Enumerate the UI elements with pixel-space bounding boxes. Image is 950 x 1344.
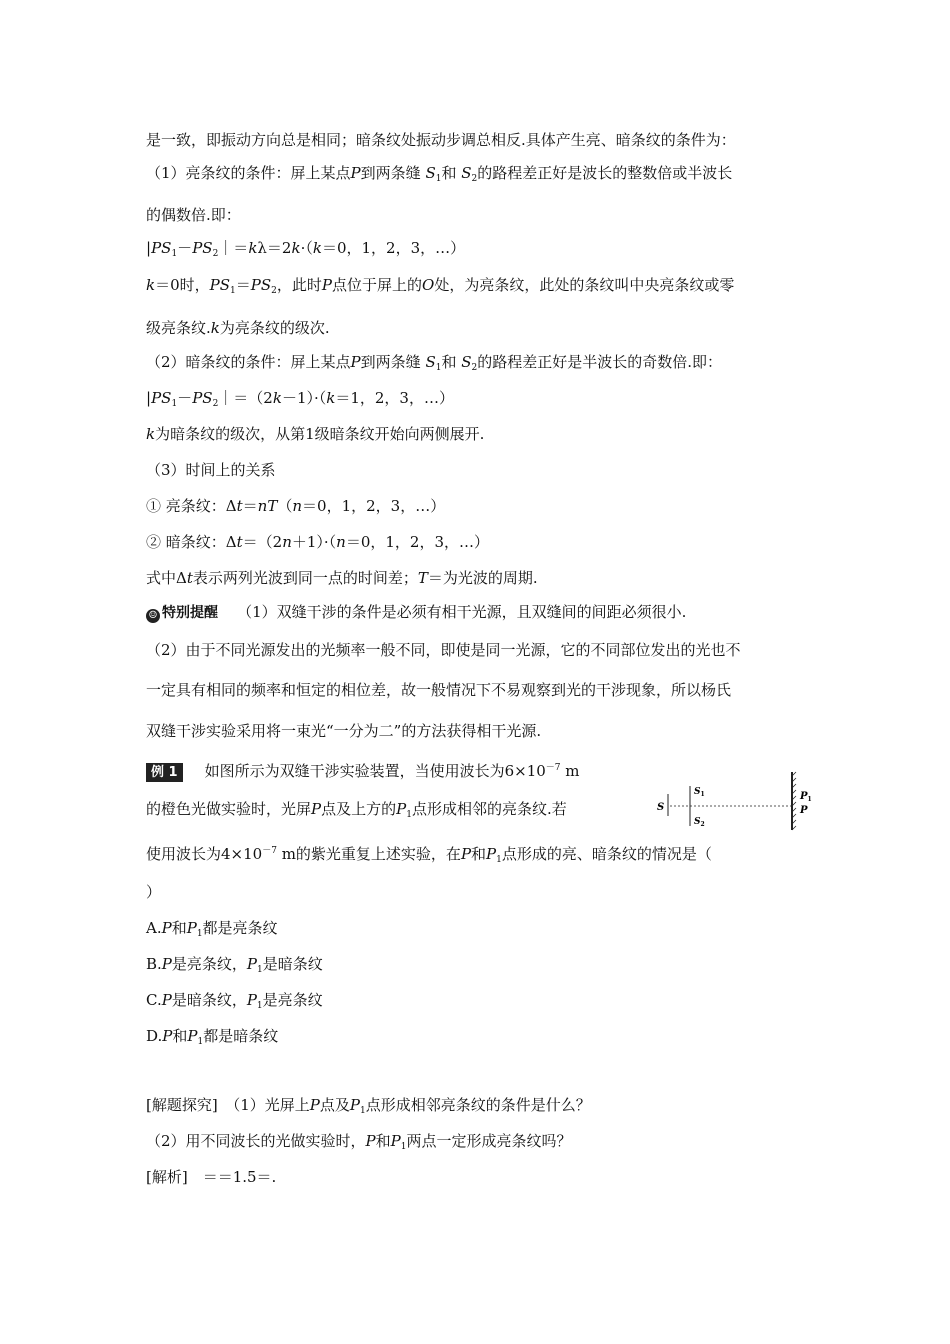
text-line: [解题探究] （1）光屏上P点及$P_1$点形成相邻亮条纹的条件是什么？	[146, 1096, 591, 1116]
text-line: （2）用不同波长的光做实验时，P和$P_1$两点一定形成亮条纹吗？	[146, 1132, 572, 1152]
text-line: k＝0时，$PS_1=PS_2$，此时P点位于屏上的O处，为亮条纹，此处的条纹叫中央亮条纹或零	[146, 276, 735, 296]
example-label: 例 1	[146, 763, 183, 782]
tip-line: ☺ 特别提醒 （1）双缝干涉的条件是必须有相干光源，且双缝间的间距必须很小.	[146, 602, 686, 623]
answer-line: [解析] ＝＝1.5＝.	[146, 1168, 277, 1186]
text-line: （2）由于不同光源发出的光频率一般不同，即使是同一光源，它的不同部位发出的光也不	[146, 641, 741, 659]
text-line: 一定具有相同的频率和恒定的相位差，故一般情况下不易观察到光的干涉现象，所以杨氏	[146, 681, 732, 699]
text-line: ② 暗条纹：Δt＝（2n＋1）·（n＝0，1，2，3，…）	[146, 533, 490, 551]
text-line: 的偶数倍.即：	[146, 206, 241, 224]
option-d: D.P和$P_1$都是暗条纹	[146, 1027, 279, 1047]
example-line: 例 1 如图所示为双缝干涉实验装置，当使用波长为$6\times 10^{-7}$ m	[146, 758, 580, 782]
text-line: （1）亮条纹的条件：屏上某点P到两条缝 $S_1$和 $S_2$的路程差正好是波长的整数倍或半波长	[146, 164, 733, 184]
option-c: C.P是暗条纹，$P_1$是亮条纹	[146, 991, 323, 1011]
text-line: ）	[146, 883, 162, 901]
text-line: 式中Δt表示两列光波到同一点的时间差；T＝为光波的周期.	[146, 569, 538, 587]
smiley-icon: ☺	[146, 609, 160, 623]
slit-s2-label: $S_2$	[694, 817, 705, 828]
formula-line: $|PS_1-PS_2|=k\lambda=2k\cdot(k=0$，1，2，3，…）	[146, 239, 466, 259]
text-line: 级亮条纹.k为亮条纹的级次.	[146, 319, 330, 337]
source-label: S	[657, 802, 665, 813]
option-a: A.P和$P_1$都是亮条纹	[146, 919, 278, 939]
text-line: ① 亮条纹：Δt＝nT（n＝0，1，2，3，…）	[146, 497, 446, 515]
text-line: （3）时间上的关系	[146, 461, 276, 479]
text-line: 双缝干涉实验采用将一束光“一分为二”的方法获得相干光源.	[146, 722, 542, 740]
text-line: （2）暗条纹的条件：屏上某点P到两条缝 $S_1$和 $S_2$的路程差正好是半波长的奇数倍.即：	[146, 353, 723, 373]
text-line: k为暗条纹的级次，从第1级暗条纹开始向两侧展开.	[146, 425, 485, 443]
text-line: 的橙色光做实验时，光屏P点及上方的$P_1$点形成相邻的亮条纹.若	[146, 800, 567, 820]
formula-line: $|PS_1-PS_2|=(2k-1)\cdot(k=1$，2，3，…）	[146, 389, 454, 409]
slit-s1-label: $S_1$	[694, 787, 705, 798]
tip-title: 特别提醒	[162, 605, 218, 621]
p-label: P	[800, 805, 808, 816]
text-line: 使用波长为$4\times 10^{-7}$ m的紫光重复上述实验，在P和$P_1$点形成的亮、暗条纹的情况是（	[146, 845, 712, 865]
option-b: B.P是亮条纹，$P_1$是暗条纹	[146, 955, 323, 975]
p1-label: $P_1$	[800, 791, 812, 803]
double-slit-diagram	[654, 770, 819, 832]
text-line: 是一致，即振动方向总是相同；暗条纹处振动步调总相反.具体产生亮、暗条纹的条件为：	[146, 131, 736, 149]
